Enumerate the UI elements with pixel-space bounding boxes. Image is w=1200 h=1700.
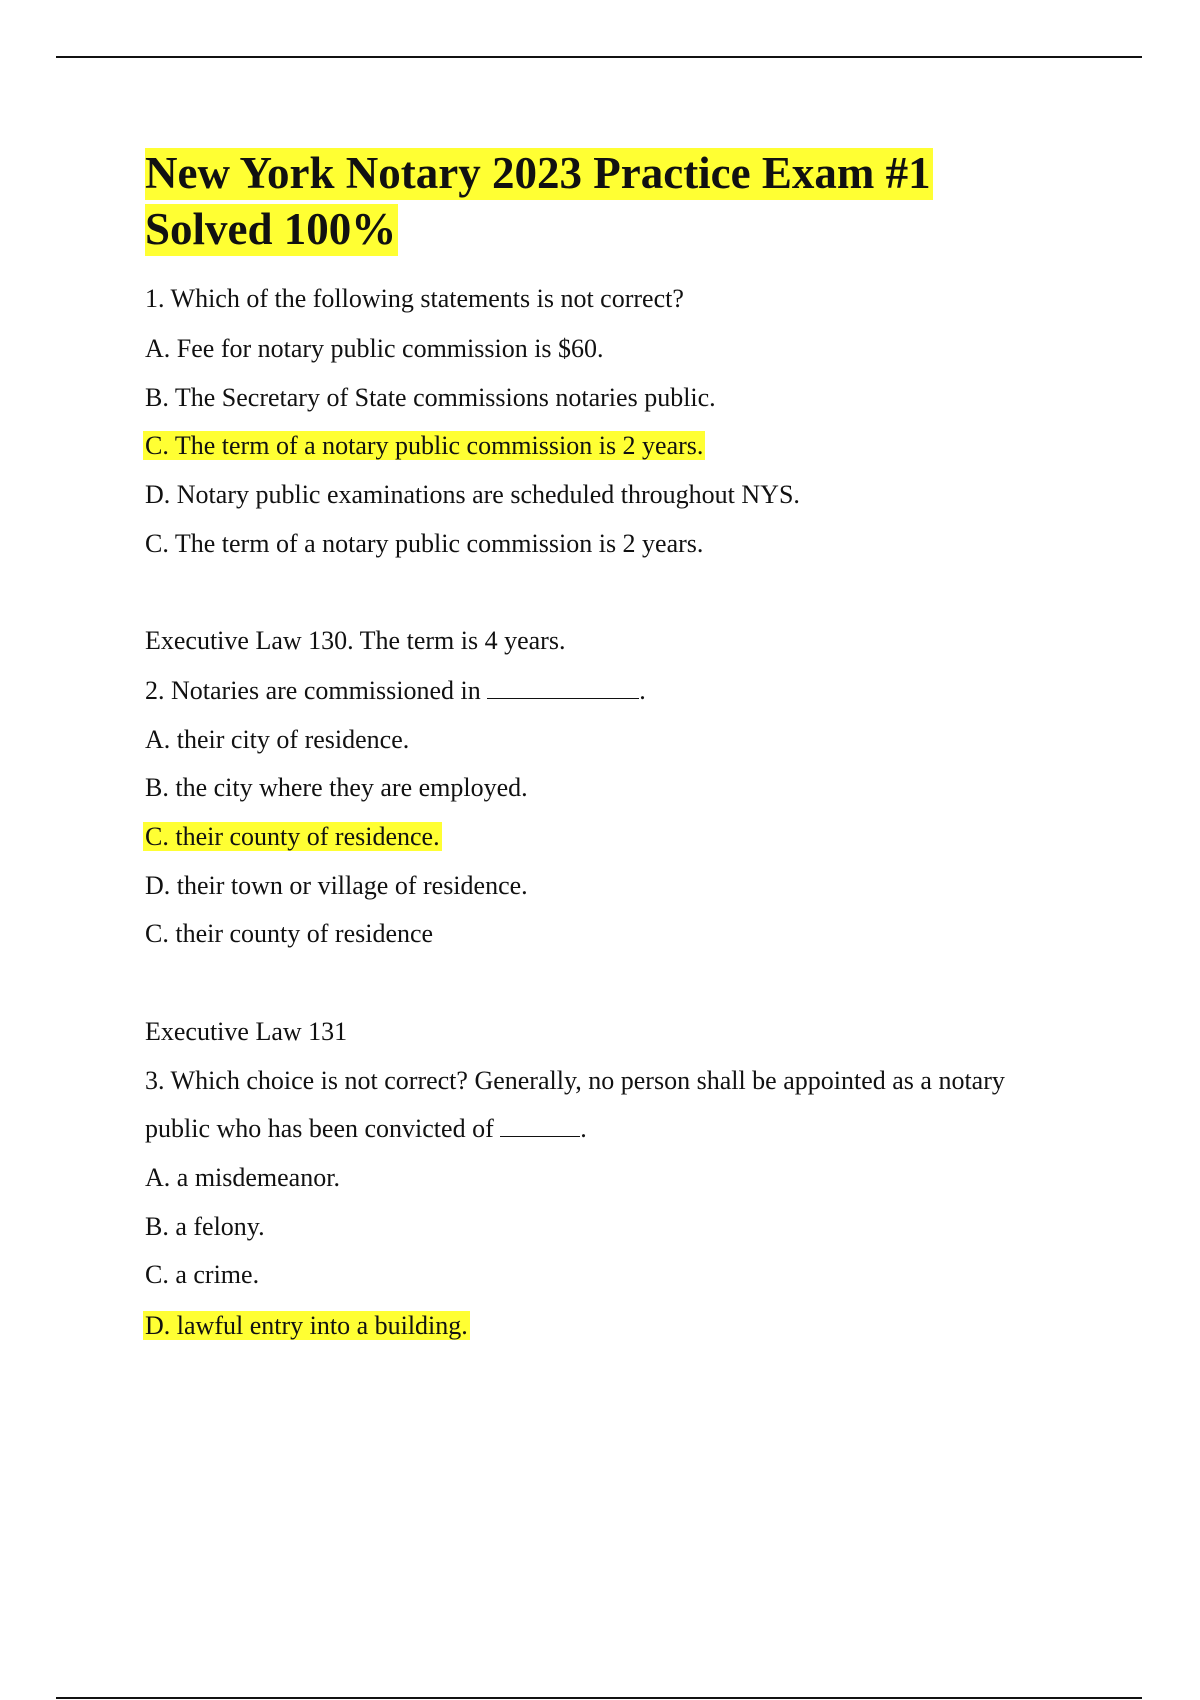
q2-explanation: Executive Law 131 bbox=[145, 1017, 348, 1046]
q1-option-a: A. Fee for notary public commission is $60. bbox=[145, 334, 604, 363]
document-title bbox=[145, 145, 1095, 257]
question-3-line-1: 3. Which choice is not correct? Generally, no person shall be appointed as a notary bbox=[145, 1066, 1005, 1095]
q3-option-d-text: D. lawful entry into a building. bbox=[145, 1311, 468, 1340]
question-3-line-2 bbox=[145, 1113, 587, 1145]
bottom-rule bbox=[56, 1697, 1142, 1699]
q1-option-b: B. The Secretary of State commissions notaries public. bbox=[145, 383, 716, 412]
q3-answer-blank bbox=[500, 1114, 580, 1137]
q2-option-b: B. the city where they are employed. bbox=[145, 773, 528, 802]
q2-option-a: A. their city of residence. bbox=[145, 725, 410, 754]
q2-question-prefix: 2. Notaries are commissioned in bbox=[145, 676, 481, 705]
title-line-1: New York Notary 2023 Practice Exam #1 bbox=[145, 148, 931, 198]
q2-question-suffix: . bbox=[639, 676, 646, 705]
q1-option-d: D. Notary public examinations are scheduled throughout NYS. bbox=[145, 480, 800, 509]
q2-option-d: D. their town or village of residence. bbox=[145, 871, 528, 900]
q1-answer: C. The term of a notary public commission is 2 years. bbox=[145, 529, 704, 558]
q3-question-suffix: . bbox=[580, 1114, 587, 1143]
q1-option-c-text: C. The term of a notary public commission is 2 years. bbox=[145, 431, 704, 460]
q1-explanation: Executive Law 130. The term is 4 years. bbox=[145, 626, 566, 655]
q3-question-prefix: public who has been convicted of bbox=[145, 1114, 494, 1143]
top-rule bbox=[56, 56, 1142, 58]
q3-option-c: C. a crime. bbox=[145, 1260, 260, 1289]
q1-option-c-highlighted bbox=[145, 430, 705, 462]
q3-option-a: A. a misdemeanor. bbox=[145, 1163, 340, 1192]
q2-option-c-highlighted bbox=[145, 821, 442, 853]
title-line-2: Solved 100% bbox=[145, 204, 397, 254]
q2-answer-blank bbox=[487, 676, 639, 699]
q3-option-b: B. a felony. bbox=[145, 1212, 265, 1241]
question-2 bbox=[145, 675, 646, 707]
question-1: 1. Which of the following statements is not correct? bbox=[145, 284, 684, 313]
q2-option-c-text: C. their county of residence. bbox=[145, 822, 440, 851]
q3-option-d-highlighted bbox=[145, 1310, 470, 1342]
q2-answer: C. their county of residence bbox=[145, 919, 434, 948]
